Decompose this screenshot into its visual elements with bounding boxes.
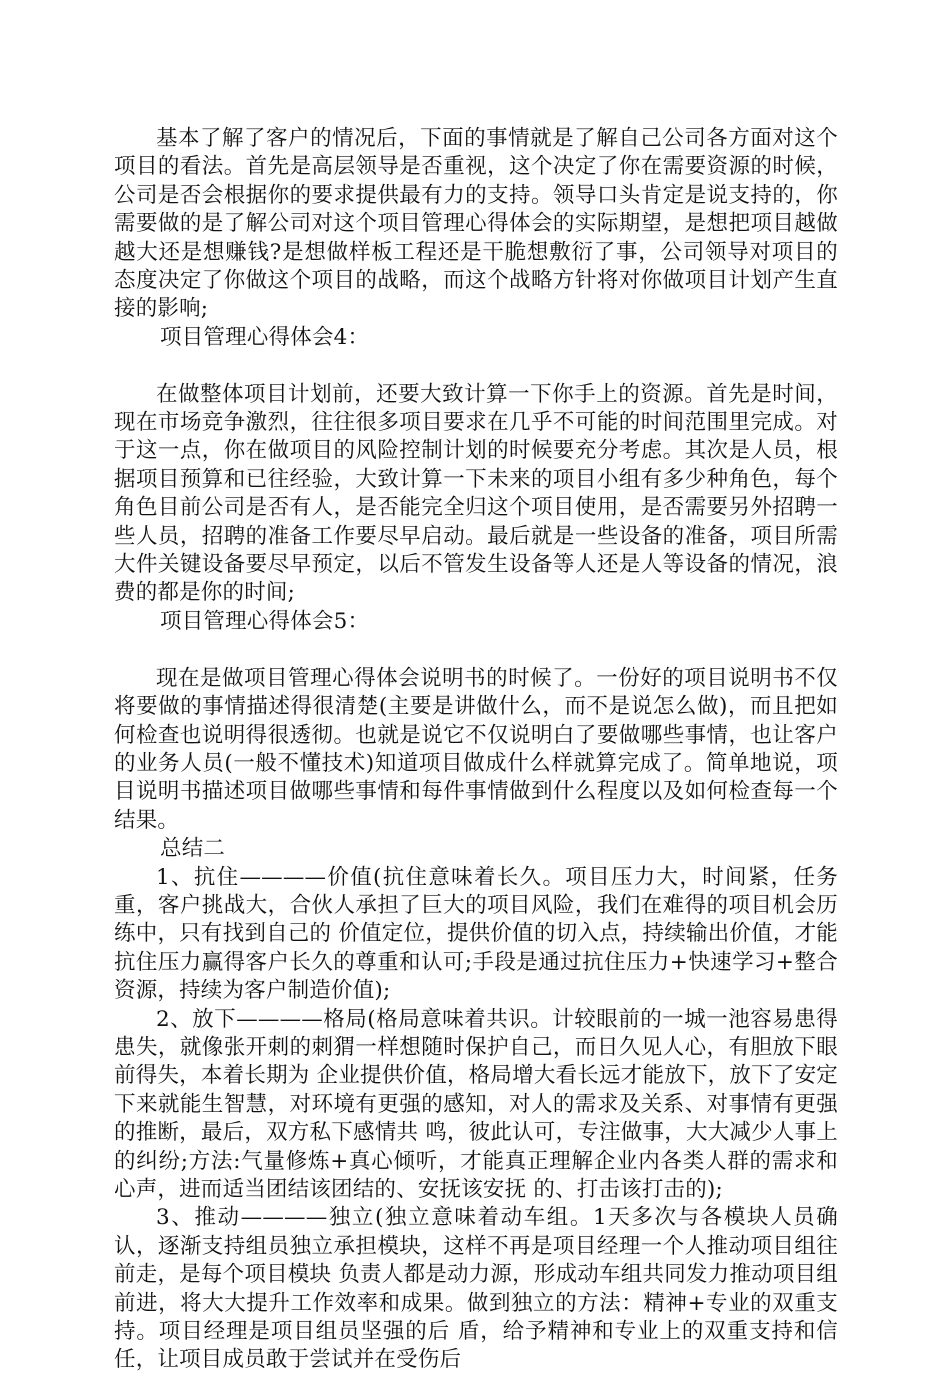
section-heading-summary: 总结二 [160,836,226,862]
paragraph-resources: 在做整体项目计划前，还要大致计算一下你手上的资源。首先是时间，现在市场竞争激烈，往往很多项目要求在几乎不可能的时间范围里完成。对于这一点，你在做项目的风险控制计划的时候要充分考虑。其次是人员，根据项目预算和已往经验，大致计算一下未来的项目小组有多少种角色，每个角色目前公司是否有人，是否能完全归这个项目使用，是否需要另外招聘一些人员，招聘的准备工作要尽早启动。最后就是一些设备的准备，项目所需大件关键设备要尽早预定，以后不管发生设备等人还是人等设备的情况，浪费的都是你的时间; [114,381,838,606]
paragraph-point-2: 2、放下————格局(格局意味着共识。计较眼前的一城一池容易患得患失，就像张开刺的刺猬一样想随时保护自己，而日久见人心，有胆放下眼前得失，本着长期为 企业提供价值，格局增大看长远才能放下，放下了安定下来就能生智慧，对环境有更强的感知，对人的需求及关系、对事情有更强的推断，最后，双方私下感情共 鸣，彼此认可，专注做事，大大减少人事上的纠纷;方法:气量修炼+真心倾听，才能真正理解企业内各类人群的需求和心声，进而适当团结该团结的、安抚该安抚 的、打击该打击的); [114,1006,838,1202]
paragraph-company-view: 基本了解了客户的情况后，下面的事情就是了解自己公司各方面对这个项目的看法。首先是高层领导是否重视，这个决定了你在需要资源的时候，公司是否会根据你的要求提供最有力的支持。领导口头肯定是说支持的，你需要做的是了解公司对这个项目管理心得体会的实际期望，是想把项目越做越大还是想赚钱?是想做样板工程还是干脆想敷衍了事，公司领导对项目的态度决定了你做这个项目的战略，而这个战略方针将对你做项目计划产生直接的影响; [114,126,838,322]
paragraph-specification: 现在是做项目管理心得体会说明书的时候了。一份好的项目说明书不仅将要做的事情描述得很清楚(主要是讲做什么，而不是说怎么做)，而且把如何检查也说明得很透彻。也就是说它不仅说明白了要做哪些事情，也让客户的业务人员(一般不懂技术)知道项目做成什么样就算完成了。简单地说，项目说明书描述项目做哪些事情和每件事情做到什么程度以及如何检查每一个结果。 [114,665,838,833]
paragraph-point-3: 3、推动————独立(独立意味着动车组。1天多次与各模块人员确认，逐渐支持组员独立承担模块，这样不再是项目经理一个人推动项目组往前走，是每个项目模块 负责人都是动力源，形成动车组共同发力推动项目组前进，将大大提升工作效率和成果。做到独立的方法：精神+专业的双重支持。项目经理是项目组员坚强的后 盾，给予精神和专业上的双重支持和信任，让项目成员敢于尝试并在受伤后 [114,1205,838,1373]
paragraph-point-1: 1、抗住————价值(抗住意味着长久。项目压力大，时间紧，任务重，客户挑战大，合伙人承担了巨大的项目风险，我们在难得的项目机会历练中，只有找到自己的 价值定位，提供价值的切入点，持续输出价值，才能抗住压力赢得客户长久的尊重和认可;手段是通过抗住压力+快速学习+整合资源，持续为客户制造价值); [114,864,838,1004]
document-body [114,125,838,1375]
section-heading-4: 项目管理心得体会4： [160,324,370,350]
section-heading-5: 项目管理心得体会5： [160,608,370,634]
blank-line [114,352,838,380]
blank-line [114,636,838,664]
